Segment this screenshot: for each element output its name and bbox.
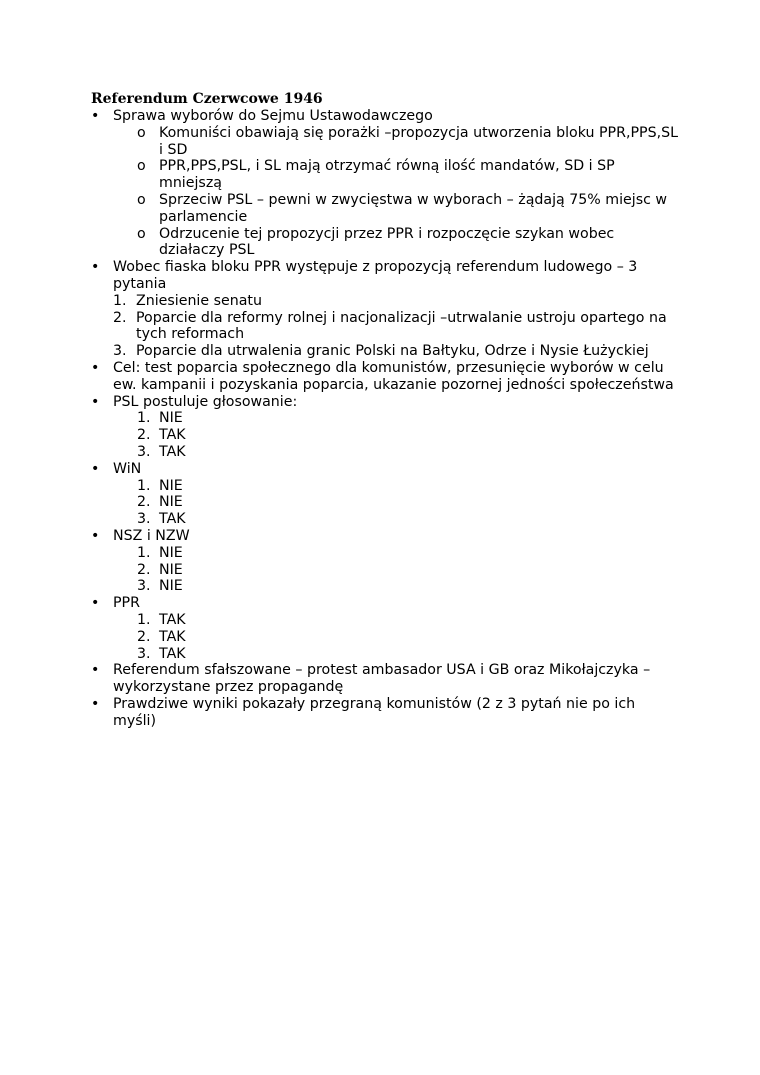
- vote-text: TAK: [159, 645, 186, 662]
- list-item: [91, 696, 681, 730]
- vote-item: [91, 427, 681, 444]
- question-number: 2.: [113, 309, 127, 326]
- question-list: [91, 293, 681, 360]
- bullet-marker: •: [91, 595, 100, 612]
- vote-list: [91, 410, 681, 460]
- sub-marker: o: [137, 124, 146, 141]
- vote-text: TAK: [159, 611, 186, 628]
- document-body: [91, 91, 681, 729]
- vote-number: 2.: [137, 561, 151, 578]
- bullet-text: Sprawa wyborów do Sejmu Ustawodawczego: [113, 108, 433, 124]
- vote-item: [91, 478, 681, 495]
- vote-list: [91, 545, 681, 595]
- list-item: [91, 662, 681, 696]
- vote-item: [91, 562, 681, 579]
- bullet-text: Referendum sfałszowane – protest ambasador USA i GB oraz Mikołajczyka – wykorzystane przez propagandę: [113, 662, 651, 696]
- main-bullet-list: [91, 108, 681, 729]
- list-item: [91, 461, 681, 528]
- vote-text: NIE: [159, 410, 183, 427]
- vote-item: [91, 646, 681, 663]
- vote-item: [91, 578, 681, 595]
- bullet-marker: •: [91, 359, 100, 376]
- vote-number: 3.: [137, 511, 151, 528]
- bullet-marker: •: [91, 695, 100, 712]
- question-text: Poparcie dla reformy rolnej i nacjonalizacji –utrwalanie ustroju opartego na tych reformach: [136, 309, 667, 343]
- vote-list: [91, 612, 681, 662]
- list-item: [91, 394, 681, 461]
- sub-list-item: [91, 226, 681, 260]
- vote-number: 3.: [137, 645, 151, 662]
- list-item: [91, 259, 681, 360]
- sub-list: [91, 125, 681, 259]
- vote-item: [91, 494, 681, 511]
- list-item: [91, 360, 681, 394]
- vote-text: TAK: [159, 443, 186, 460]
- question-item: [91, 293, 681, 310]
- sub-marker: o: [137, 191, 146, 208]
- question-number: 1.: [113, 292, 127, 309]
- sub-item-text: Odrzucenie tej propozycji przez PPR i rozpoczęcie szykan wobec działaczy PSL: [159, 225, 615, 259]
- vote-text: TAK: [159, 511, 186, 528]
- bullet-marker: •: [91, 393, 100, 410]
- vote-text: NIE: [159, 494, 183, 511]
- vote-item: [91, 410, 681, 427]
- list-item: [91, 595, 681, 662]
- list-item: [91, 528, 681, 595]
- vote-number: 3.: [137, 443, 151, 460]
- sub-list-item: [91, 125, 681, 159]
- vote-text: NIE: [159, 544, 183, 561]
- vote-number: 1.: [137, 544, 151, 561]
- document-title: Referendum Czerwcowe 1946: [91, 91, 323, 107]
- sub-item-text: PPR,PPS,PSL, i SL mają otrzymać równą ilość mandatów, SD i SP mniejszą: [159, 158, 615, 192]
- vote-number: 3.: [137, 578, 151, 595]
- vote-number: 1.: [137, 477, 151, 494]
- bullet-marker: •: [91, 527, 100, 544]
- question-text: Zniesienie senatu: [136, 292, 262, 309]
- vote-text: NIE: [159, 561, 183, 578]
- sub-marker: o: [137, 225, 146, 242]
- bullet-marker: •: [91, 662, 100, 679]
- sub-marker: o: [137, 158, 146, 175]
- vote-text: NIE: [159, 578, 183, 595]
- bullet-text: NSZ i NZW: [113, 527, 190, 544]
- vote-list: [91, 478, 681, 528]
- vote-text: NIE: [159, 477, 183, 494]
- sub-item-text: Sprzeciw PSL – pewni w zwycięstwa w wyborach – żądają 75% miejsc w parlamencie: [159, 191, 668, 225]
- question-item: [91, 343, 681, 360]
- sub-item-text: Komuniści obawiają się porażki –propozycja utworzenia bloku PPR,PPS,SL i SD: [159, 124, 679, 158]
- sub-list-item: [91, 192, 681, 226]
- bullet-marker: •: [91, 460, 100, 477]
- bullet-text: Cel: test poparcia społecznego dla komunistów, przesunięcie wyborów w celu ew. kampanii i pozyskania poparcia, ukazanie pozornej jedności społeczeństwa: [113, 359, 674, 393]
- vote-item: [91, 612, 681, 629]
- bullet-text: PPR: [113, 595, 140, 612]
- vote-item: [91, 629, 681, 646]
- vote-number: 2.: [137, 427, 151, 444]
- bullet-marker: •: [91, 108, 100, 124]
- question-number: 3.: [113, 343, 127, 360]
- vote-text: TAK: [159, 628, 186, 645]
- vote-number: 2.: [137, 628, 151, 645]
- list-item: [91, 108, 681, 259]
- sub-list-item: [91, 158, 681, 192]
- bullet-text: Prawdziwe wyniki pokazały przegraną komunistów (2 z 3 pytań nie po ich myśli): [113, 695, 636, 729]
- vote-item: [91, 545, 681, 562]
- vote-number: 2.: [137, 494, 151, 511]
- vote-number: 1.: [137, 611, 151, 628]
- bullet-text: PSL postuluje głosowanie:: [113, 393, 298, 410]
- bullet-text: WiN: [113, 460, 142, 477]
- vote-number: 1.: [137, 410, 151, 427]
- question-item: [91, 310, 681, 344]
- question-text: Poparcie dla utrwalenia granic Polski na Bałtyku, Odrze i Nysie Łużyckiej: [136, 343, 649, 360]
- vote-item: [91, 511, 681, 528]
- vote-item: [91, 444, 681, 461]
- bullet-text: Wobec fiaska bloku PPR występuje z propozycją referendum ludowego – 3 pytania: [113, 259, 638, 292]
- bullet-marker: •: [91, 259, 100, 276]
- vote-text: TAK: [159, 427, 186, 444]
